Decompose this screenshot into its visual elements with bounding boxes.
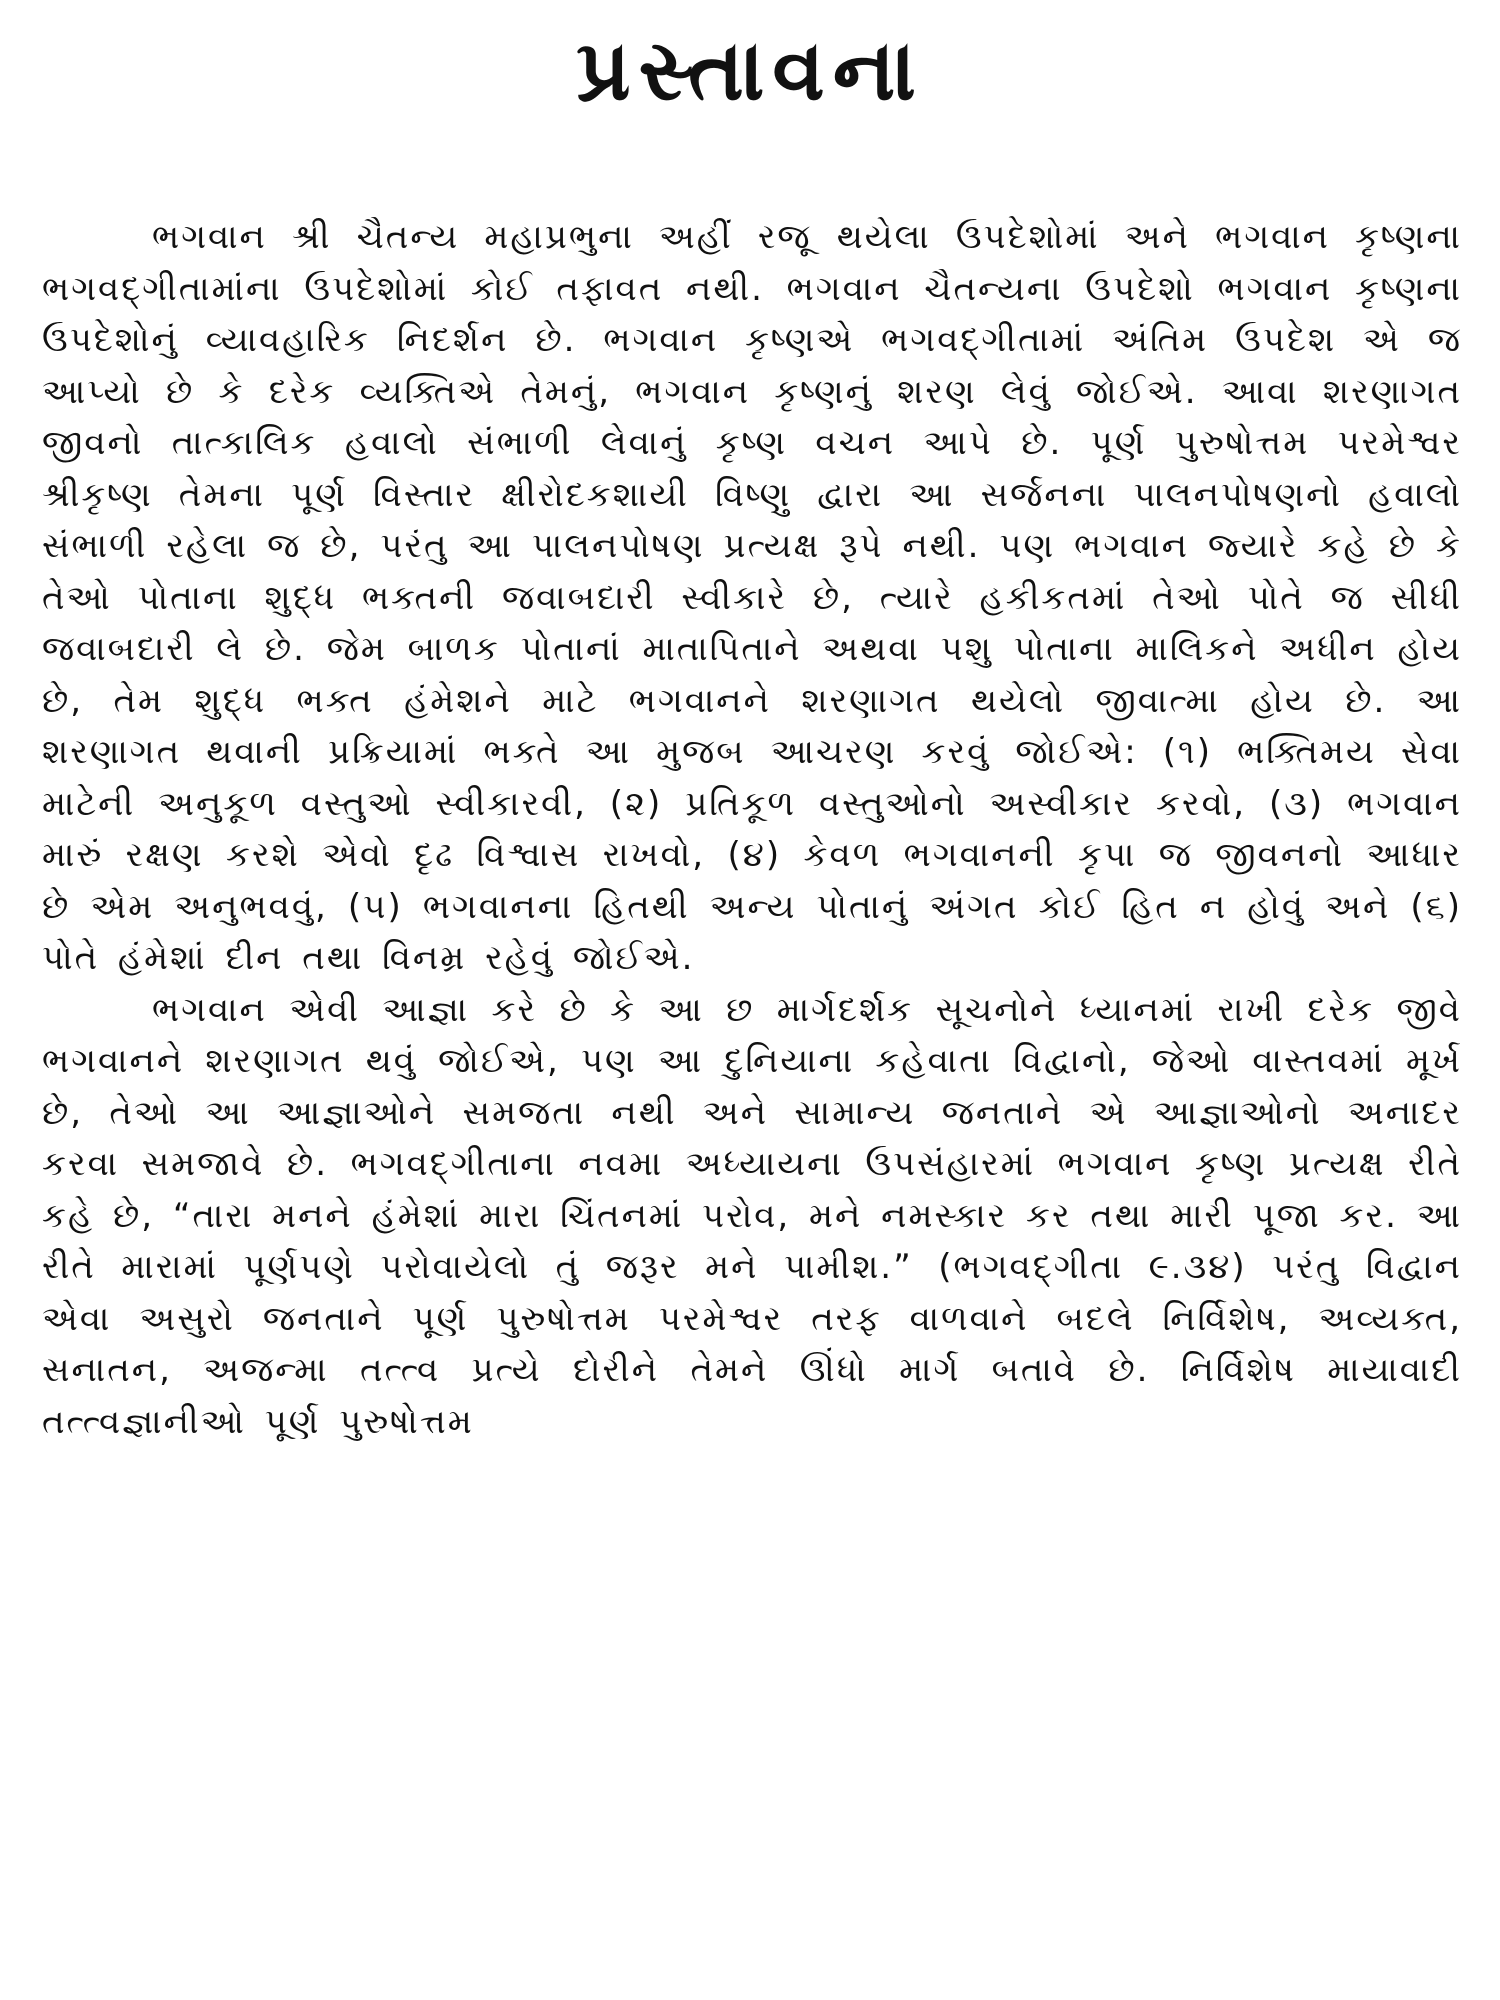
paragraph-1: ભગવાન શ્રી ચૈતન્ય મહાપ્રભુના અહીં રજૂ થયેલા ઉપદેશોમાં અને ભગવાન કૃષ્ણના ભગવદ્ગીતામાંના ઉપદેશોમાં કોઈ તફાવત નથી. ભગવાન ચૈતન્યના ઉપદેશો ભગવાન કૃષ્ણના ઉપદેશોનું વ્યાવહારિક નિદર્શન છે. ભગવાન કૃષ્ણએ ભગવદ્ગીતામાં અંતિમ ઉપદેશ એ જ આપ્યો છે કે દરેક વ્યક્તિએ તેમનું, ભગવાન કૃષ્ણનું શરણ લેવું જોઈએ. આવા શરણાગત જીવનો તાત્કાલિક હવાલો સંભાળી લેવાનું કૃષ્ણ વચન આપે છે. પૂર્ણ પુરુષોત્તમ પરમેશ્વર શ્રીકૃષ્ણ તેમના પૂર્ણ વિસ્તાર ક્ષીરોદકશાયી વિષ્ણુ દ્વારા આ સર્જનના પાલનપોષણનો હવાલો સંભાળી રહેલા જ છે, પરંતુ આ પાલનપોષણ પ્રત્યક્ષ રૂપે નથી. પણ ભગવાન જ્યારે કહે છે કે તેઓ પોતાના શુદ્ધ ભક્તની જવાબદારી સ્વીકારે છે, ત્યારે હકીકતમાં તેઓ પોતે જ સીધી જવાબદારી લે છે. જેમ બાળક પોતાનાં માતાપિતાને અથવા પશુ પોતાના માલિકને અધીન હોય છે, તેમ શુદ્ધ ભક્ત હંમેશને માટે ભગવાનને શરણાગત થયેલો જીવાત્મા હોય છે. આ શરણાગત થવાની પ્રક્રિયામાં ભક્તે આ મુજબ આચરણ કરવું જોઈએ: (૧) ભક્તિમય સેવા માટેની અનુકૂળ વસ્તુઓ સ્વીકારવી, (૨) પ્રતિકૂળ વસ્તુઓનો અસ્વીકાર કરવો, (૩) ભગવાન મારું રક્ષણ કરશે એવો દૃઢ વિશ્વાસ રાખવો, (૪) કેવળ ભગવાનની કૃપા જ જીવનનો આધાર છે એમ અનુભવવું, (૫) ભગવાનના હિતથી અન્ય પોતાનું અંગત કોઈ હિત ન હોવું અને (૬) પોતે હંમેશાં દીન તથા વિનમ્ર રહેવું જોઈએ. (42, 217, 1462, 978)
paragraph-2: ભગવાન એવી આજ્ઞા કરે છે કે આ છ માર્ગદર્શક સૂચનોને ધ્યાનમાં રાખી દરેક જીવે ભગવાનને શરણાગત થવું જોઈએ, પણ આ દુનિયાના કહેવાતા વિદ્વાનો, જેઓ વાસ્તવમાં મૂર્ખ છે, તેઓ આ આજ્ઞાઓને સમજતા નથી અને સામાન્ય જનતાને એ આજ્ઞાઓનો અનાદર કરવા સમજાવે છે. ભગવદ્ગીતાના નવમા અધ્યાયના ઉપસંહારમાં ભગવાન કૃષ્ણ પ્રત્યક્ષ રીતે કહે છે, “તારા મનને હંમેશાં મારા ચિંતનમાં પરોવ, મને નમસ્કાર કર તથા મારી પૂજા કર. આ રીતે મારામાં પૂર્ણપણે પરોવાયેલો તું જરૂર મને પામીશ.” (ભગવદ્ગીતા ૯.૩૪) પરંતુ વિદ્વાન એવા અસુરો જનતાને પૂર્ણ પુરુષોત્તમ પરમેશ્વર તરફ વાળવાને બદલે નિર્વિશેષ, અવ્યક્ત, સનાતન, અજન્મા તત્ત્વ પ્રત્યે દોરીને તેમને ઊંધો માર્ગ બતાવે છે. નિર્વિશેષ માયાવાદી તત્ત્વજ્ઞાનીઓ પૂર્ણ પુરુષોત્તમ (42, 989, 1462, 1442)
body-text (42, 212, 1462, 1448)
page-title: પ્રસ્તાવના (576, 21, 924, 119)
